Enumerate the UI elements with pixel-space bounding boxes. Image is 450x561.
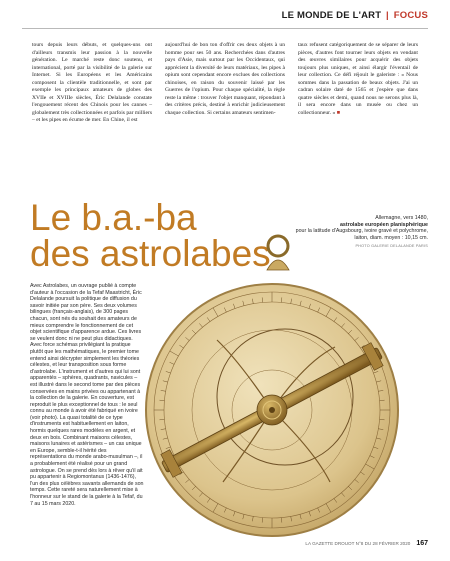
caption-line-1: Allemagne, vers 1480, [375,215,428,221]
sidebar-body-text: Avec Astrolabes, un ouvrage publié à compte d'auteur à l'occasion de la Tefaf Maastricht, Éric Delalande poursuit la politique de diffusion du savoir initiée par son père. Ses deux volumes bilingues (français-anglais), de 300 pages chacun, sont nés du souhait des amateurs de mieux comprendre le fonctionnement de cet objet scientifique d'apparence ardue. Ces livres se veulent donc ni ne peut plus didactiques. Avec force schémas privilégiant la pratique plutôt que les mathématiques, le premier tome entend ainsi décrypter simplement les théories célestes, et leur transposition sous forme d'astrolabe. L'instrument et d'autres qui lui sont apparentés – sphères, quadrants, navicules – est illustré dans le second tome par des pièces conservées en mains privées ou appartenant à la collection de la galerie. En couverture, est reproduit le plus exceptionnel de tous : le seul connu au monde à avoir été fabriqué en ivoire (voir photo). La quasi totalité de ce type d'instruments est habituellement en laiton, hormis quelques rares modèles en argent, et deux en bois. Combinant maisons célestes, maisons lunaires et astérismes – un cas unique en Europe, semble-t-il hérité des représentations du monde arabo-musulman –, il a probablement été réalisé pour un grand astrologue. On se prend dès lors à rêver qu'il ait pu appartenir à Regiomontanus (1436-1476), l'un des plus célèbres savants allemands de son temps. Cette rareté sera naturellement mise à l'honneur sur le stand de la galerie à la Tefaf, du 7 au 15 mars 2020. [30,283,144,507]
column-3-text: taux refusent catégoriquement de se séparer de leurs pièces, d'autres font tourner leurs objets en vendant des œuvres similaires pour acquérir des objets toujours plus uniques, et ainsi élargir l'éventail de leur collection. Ce défi réjouit le galeriste : « Nous sommes dans la passation de beaux objets. J'ai un cadran solaire daté de 1565 et j'espère que dans quatre siècles et demi, quand nous ne serons plus là, il sera encore dans un musée ou chez un collectionneur. » [298,42,418,116]
end-mark: ■ [336,109,341,116]
article-column-3 [298,42,418,117]
page-footer [305,540,428,547]
caption-details: pour la latitude d'Augsbourg, ivoire gravé et polychrome, laiton, diam. moyen : 10,15 cm. [295,228,428,241]
title-line-1: Le b.a.-ba [30,197,197,238]
caption-object: astrolabe européen planisphérique [339,221,428,228]
header-rule [22,28,428,29]
article-column-1 [32,42,152,125]
astrolabe-photo [145,232,400,552]
publication-info: LA GAZETTE DROUOT N°8 DU 28 FÉVRIER 2020 [305,541,411,546]
photo-credit: PHOTO GALERIE DELALANDE PARIS [355,244,428,248]
central-rosette [257,395,287,425]
section-tag: FOCUS [393,10,428,21]
section-name: LE MONDE DE L'ART [281,10,382,21]
column-1-text: tours depuis leurs débuts, et quelques-uns ont d'ailleurs transmis leur passion à la nouvelle génération. Le marché reste donc soutenu, et international, porté par la visibilité de la galerie sur Internet. Si les Européens et les Américains composent la clientèle traditionnelle, et sont par exemple les principaux amateurs de globes des XVIIe et XVIIIe siècles, Éric Delalande constate l'engouement récent des Chinois pour les cannes – globalement très collectionnées et parfois par milliers – et les pipes en écume de mer. En Chine, il est [32,42,152,124]
page-number: 167 [416,540,428,547]
title-line-2: des astrolabes [30,233,271,274]
header-separator: | [386,10,389,21]
column-2-text: aujourd'hui de bon ton d'offrir ces deux objets à un homme pour ses 50 ans. Recherchées dans d'autres pays d'Asie, mais surtout par les Occidentaux, qui apprécient la diversité de leurs matériaux, les pipes à opium sont cependant encore exclues des collections chinoises, en raison du souvenir laissé par les Guerres de l'opium. Pour chaque spécialité, la règle reste la même : trouver l'objet manquant, répondant à des critères précis, destiné à enrichir judicieusement chaque collection. Si certains amateurs sentimen- [165,42,285,116]
article-column-2 [165,42,285,117]
astrolabe-suspension-ring [267,236,289,270]
section-header [282,10,428,21]
